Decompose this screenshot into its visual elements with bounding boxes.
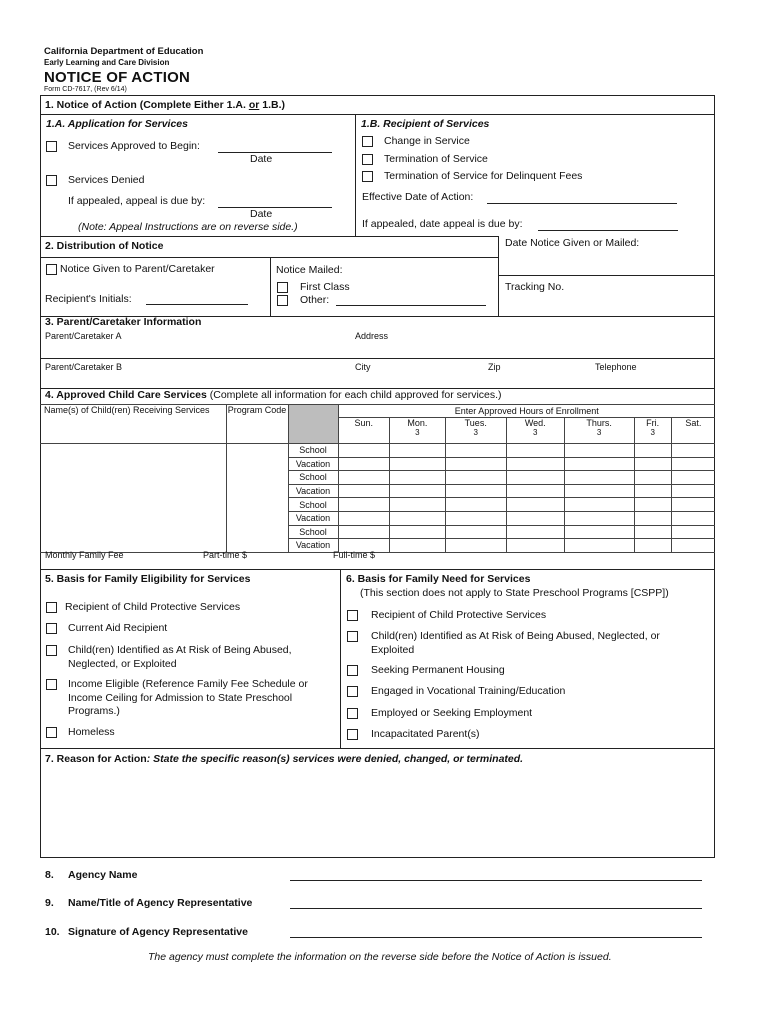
termination-checkbox[interactable] — [362, 154, 373, 165]
row-type: School — [288, 525, 338, 539]
hours-cell[interactable] — [506, 471, 564, 485]
hours-cell[interactable] — [564, 484, 634, 498]
row-type: Vacation — [288, 457, 338, 471]
day-name: Mon. — [407, 418, 428, 428]
hours-cell[interactable] — [634, 539, 671, 553]
change-in-service-label: Change in Service — [384, 135, 470, 147]
hours-cell[interactable] — [338, 498, 390, 512]
section1b-title: 1.B. Recipient of Services — [361, 118, 490, 130]
section1a-title: 1.A. Application for Services — [46, 118, 188, 130]
hours-cell[interactable] — [390, 484, 446, 498]
appeal-note: (Note: Appeal Instructions are on reverse side.) — [78, 221, 298, 233]
form-title: NOTICE OF ACTION — [44, 69, 190, 86]
s6-housing-checkbox[interactable] — [347, 665, 358, 676]
appeal-b-line[interactable] — [538, 230, 678, 231]
s6-employed-checkbox[interactable] — [347, 708, 358, 719]
s5-item: Child(ren) Identified as At Risk of Being Abused, Neglected, or Exploited — [68, 644, 292, 670]
department-name: California Department of Education — [44, 46, 204, 57]
date-caption-2: Date — [250, 208, 273, 220]
zip-label: Zip — [488, 362, 501, 372]
hours-cell[interactable] — [338, 484, 390, 498]
termination-fees-checkbox[interactable] — [362, 171, 373, 182]
row-type: Vacation — [288, 484, 338, 498]
s6-risk-checkbox[interactable] — [347, 631, 358, 642]
hours-cell[interactable] — [506, 457, 564, 471]
date-caption: Date — [250, 153, 273, 165]
hours-cell[interactable] — [338, 511, 390, 525]
day-header — [445, 418, 506, 444]
hours-table — [40, 404, 715, 553]
hours-cell[interactable] — [390, 539, 446, 553]
s6-item: Engaged in Vocational Training/Education — [371, 685, 566, 697]
hours-cell[interactable] — [506, 498, 564, 512]
rep-name-label: Name/Title of Agency Representative — [68, 897, 253, 909]
services-approved-checkbox[interactable] — [46, 141, 57, 152]
services-approved-label: Services Approved to Begin: — [68, 140, 200, 152]
initials-line[interactable] — [146, 304, 248, 305]
initials-label: Recipient's Initials: — [45, 293, 132, 305]
appeal-date-line[interactable] — [218, 207, 332, 208]
day-header — [634, 418, 671, 444]
hours-cell[interactable] — [671, 525, 715, 539]
hours-cell[interactable] — [338, 457, 390, 471]
hours-cell[interactable] — [390, 471, 446, 485]
s5-item: Current Aid Recipient — [68, 622, 168, 634]
section1-heading: 1. Notice of Action (Complete Either 1.A. or 1.B.) — [45, 99, 285, 111]
hours-cell[interactable] — [634, 444, 671, 458]
approved-date-line[interactable] — [218, 152, 332, 153]
hours-cell[interactable] — [390, 525, 446, 539]
hours-cell[interactable] — [445, 457, 506, 471]
signature-label: Signature of Agency Representative — [68, 926, 248, 938]
division-name: Early Learning and Care Division — [44, 58, 170, 67]
hours-cell[interactable] — [445, 444, 506, 458]
hours-cell[interactable] — [564, 511, 634, 525]
services-denied-checkbox[interactable] — [46, 175, 57, 186]
section6-heading: 6. Basis for Family Need for Services — [346, 573, 531, 585]
section6-subheading: (This section does not apply to State Preschool Programs [CSPP]) — [360, 587, 669, 599]
row-type: Vacation — [288, 539, 338, 553]
s6-vocational-checkbox[interactable] — [347, 686, 358, 697]
hours-cell[interactable] — [564, 539, 634, 553]
hours-header: Enter Approved Hours of Enrollment — [338, 405, 715, 418]
sig-num: 10. — [45, 926, 60, 938]
agency-name-line[interactable] — [290, 880, 702, 881]
change-in-service-checkbox[interactable] — [362, 136, 373, 147]
day-header — [506, 418, 564, 444]
hours-cell[interactable] — [634, 457, 671, 471]
hours-cell[interactable] — [564, 525, 634, 539]
termination-label: Termination of Service — [384, 153, 488, 165]
day-name: Fri. — [646, 418, 660, 428]
part-time-label: Part-time $ — [203, 550, 248, 560]
monthly-fee-label: Monthly Family Fee — [45, 550, 124, 560]
termination-fees-label: Termination of Service for Delinquent Fees — [384, 170, 583, 182]
hours-cell[interactable] — [634, 498, 671, 512]
day-header — [564, 418, 634, 444]
day-subvalue: 3 — [596, 428, 602, 437]
s6-item: Child(ren) Identified as At Risk of Being Abused, Neglected, or Exploited — [371, 630, 660, 656]
city-label: City — [355, 362, 371, 372]
other-label: Other: — [300, 294, 330, 306]
other-line[interactable] — [336, 305, 486, 306]
hours-cell[interactable] — [671, 471, 715, 485]
hours-cell[interactable] — [564, 498, 634, 512]
hours-cell[interactable] — [390, 444, 446, 458]
row-type: School — [288, 498, 338, 512]
hours-cell[interactable] — [564, 457, 634, 471]
day-name: Tues. — [464, 418, 487, 428]
hours-cell[interactable] — [634, 511, 671, 525]
day-header — [338, 418, 390, 444]
day-subvalue: 3 — [650, 428, 655, 437]
s5-cps-checkbox[interactable] — [46, 602, 57, 613]
section2-heading: 2. Distribution of Notice — [45, 240, 164, 252]
hours-cell[interactable] — [445, 484, 506, 498]
first-class-checkbox[interactable] — [277, 282, 288, 293]
effective-date-line[interactable] — [487, 203, 677, 204]
day-header — [390, 418, 446, 444]
s5-aid-checkbox[interactable] — [46, 623, 57, 634]
hours-cell[interactable] — [634, 525, 671, 539]
hours-cell[interactable] — [564, 471, 634, 485]
telephone-label: Telephone — [595, 362, 637, 372]
hours-cell[interactable] — [338, 525, 390, 539]
parent-a-label: Parent/Caretaker A — [45, 331, 122, 341]
hours-cell[interactable] — [338, 444, 390, 458]
s5-item: Income Eligible (Reference Family Fee Schedule or Income Ceiling for Admission to State Preschool Programs.) — [68, 678, 308, 717]
first-class-label: First Class — [300, 281, 350, 293]
hours-cell[interactable] — [671, 444, 715, 458]
s6-item: Incapacitated Parent(s) — [371, 728, 480, 740]
agency-name-label: Agency Name — [68, 869, 138, 881]
signature-line[interactable] — [290, 937, 702, 938]
hours-cell[interactable] — [634, 471, 671, 485]
hours-cell[interactable] — [445, 539, 506, 553]
parent-b-label: Parent/Caretaker B — [45, 362, 123, 372]
hours-cell[interactable] — [445, 471, 506, 485]
hours-cell[interactable] — [506, 444, 564, 458]
other-checkbox[interactable] — [277, 295, 288, 306]
hours-cell[interactable] — [506, 484, 564, 498]
agency-num: 8. — [45, 869, 54, 881]
appeal-due-label: If appealed, appeal is due by: — [68, 195, 206, 207]
day-name: Thurs. — [586, 418, 612, 428]
s6-incapacitated-checkbox[interactable] — [347, 729, 358, 740]
rep-num: 9. — [45, 897, 54, 909]
hours-cell[interactable] — [390, 457, 446, 471]
hours-cell[interactable] — [671, 539, 715, 553]
hours-cell[interactable] — [506, 525, 564, 539]
names-header: Name(s) of Child(ren) Receiving Services — [40, 405, 226, 444]
full-time-label: Full-time $ — [333, 550, 376, 560]
hours-cell[interactable] — [671, 498, 715, 512]
s6-cps-checkbox[interactable] — [347, 610, 358, 621]
child-names-cell[interactable] — [40, 444, 226, 553]
notice-given-label: Notice Given to Parent/Caretaker — [60, 263, 215, 275]
row-type: School — [288, 471, 338, 485]
hours-cell[interactable] — [445, 511, 506, 525]
s6-item: Seeking Permanent Housing — [371, 664, 505, 676]
hours-cell[interactable] — [671, 484, 715, 498]
day-name: Sun. — [354, 418, 374, 428]
form-number: Form CD-7617, (Rev 6/14) — [44, 86, 127, 93]
s5-income-checkbox[interactable] — [46, 679, 57, 690]
s5-risk-checkbox[interactable] — [46, 645, 57, 656]
day-name: Sat. — [685, 418, 702, 428]
hours-cell[interactable] — [445, 498, 506, 512]
row-type: Vacation — [288, 511, 338, 525]
section7-heading: 7. Reason for Action: State the specific reason(s) services were denied, changed, or terminated. — [45, 753, 524, 765]
services-denied-label: Services Denied — [68, 174, 145, 186]
hours-cell[interactable] — [445, 525, 506, 539]
hours-cell[interactable] — [564, 444, 634, 458]
s5-item: Homeless — [68, 726, 115, 738]
s5-homeless-checkbox[interactable] — [46, 727, 57, 738]
hours-cell[interactable] — [671, 457, 715, 471]
section5-heading: 5. Basis for Family Eligibility for Services — [45, 573, 251, 585]
shaded-header-cell — [288, 405, 338, 444]
section4-heading: 4. Approved Child Care Services (Complete all information for each child approved for services.) — [45, 389, 502, 401]
day-header — [671, 418, 715, 444]
hours-cell[interactable] — [506, 539, 564, 553]
s6-item: Recipient of Child Protective Services — [371, 609, 547, 621]
hours-cell[interactable] — [390, 511, 446, 525]
hours-cell[interactable] — [506, 511, 564, 525]
day-name: Wed. — [524, 418, 546, 428]
s5-item: Recipient of Child Protective Services — [65, 601, 241, 613]
day-subvalue: 3 — [533, 428, 538, 437]
rep-name-line[interactable] — [290, 908, 702, 909]
effective-date-label: Effective Date of Action: — [362, 191, 474, 203]
program-code-cell[interactable] — [226, 444, 288, 553]
hours-cell[interactable] — [338, 471, 390, 485]
row-type: School — [288, 444, 338, 458]
s6-item: Employed or Seeking Employment — [371, 707, 533, 719]
appeal-b-label: If appealed, date appeal is due by: — [362, 218, 523, 230]
address-label: Address — [355, 331, 389, 341]
section3-heading: 3. Parent/Caretaker Information — [45, 316, 202, 328]
hours-cell[interactable] — [671, 511, 715, 525]
hours-cell[interactable] — [634, 484, 671, 498]
date-given-label: Date Notice Given or Mailed: — [505, 237, 640, 249]
program-code-header: Program Code — [226, 405, 288, 444]
notice-mailed-label: Notice Mailed: — [276, 264, 343, 276]
day-subvalue: 3 — [473, 428, 478, 437]
hours-cell[interactable] — [390, 498, 446, 512]
footer-note: The agency must complete the information on the reverse side before the Notice of Action is issued. — [148, 951, 612, 963]
day-subvalue: 3 — [415, 428, 420, 437]
notice-given-checkbox[interactable] — [46, 264, 57, 275]
tracking-label: Tracking No. — [505, 281, 565, 293]
